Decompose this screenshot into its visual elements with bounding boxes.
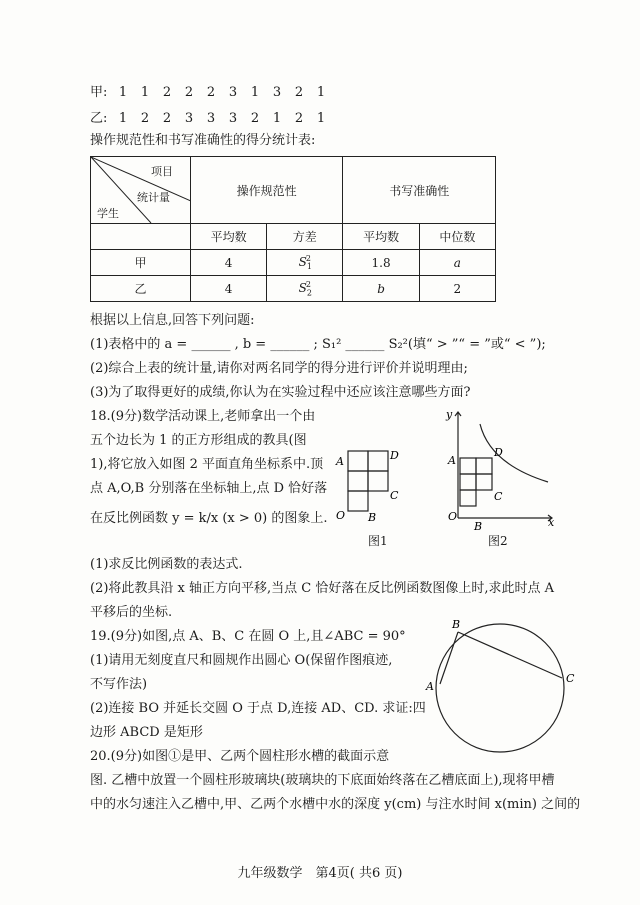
score-cell: 3 [184, 111, 194, 126]
cell-yi-mean1: 4 [190, 276, 266, 302]
score-cell: 1 [250, 85, 260, 100]
score-row-yi [90, 110, 332, 128]
score-cell: 3 [228, 85, 238, 100]
cell-yi-mean2 [343, 276, 419, 302]
q18-line2: 五个边长为 1 的正方形组成的教具(图 [90, 433, 307, 448]
score-cell: 1 [118, 85, 128, 100]
q20-line1: 20.(9分)如图①是甲、乙两个圆柱形水槽的截面示意 [90, 749, 390, 764]
score-cell: 1 [272, 111, 282, 126]
circle-label-B: B [452, 618, 461, 631]
cell-jia-mean2: 1.8 [343, 250, 419, 276]
q19-part1-line1: (1)请用无刻度直尺和圆规作出圆心 O(保留作图痕迹, [90, 653, 393, 668]
fig2-label-O: O [448, 510, 458, 523]
fig1-caption: 图1 [368, 534, 388, 548]
variance-square: 2 [305, 253, 312, 263]
q18-line3: 1),将它放入如图 2 平面直角坐标系中.顶 [90, 457, 324, 472]
page-footer: 九年级数学 第4页( 共6 页) [237, 866, 403, 881]
fig1-label-O: O [336, 509, 346, 522]
q18-part2-line2: 平移后的坐标. [90, 605, 173, 620]
row-label-jia: 甲 [91, 250, 191, 276]
cell-jia-median [419, 250, 495, 276]
sub-header-median: 中位数 [419, 224, 495, 250]
figure-2 [440, 402, 560, 532]
variance-subscript: 2 [306, 288, 312, 298]
fig2-caption: 图2 [488, 534, 508, 548]
stats-table [90, 156, 496, 302]
cell-jia-mean1: 4 [190, 250, 266, 276]
q20-line2: 图. 乙槽中放置一个圆柱形玻璃块(玻璃块的下底面始终落在乙槽底面上),现将甲槽 [90, 773, 555, 788]
score-cell: 1 [118, 111, 128, 126]
q18-line5: 在反比例函数 y = k/x (x > 0) 的图象上. [90, 511, 328, 526]
fig2-label-A: A [448, 454, 456, 467]
median-a: a [453, 255, 461, 270]
circle-label-A: A [426, 680, 434, 693]
table-title: 操作规范性和书写准确性的得分统计表: [90, 133, 316, 148]
sub-header-empty [91, 224, 191, 250]
q17-part1: (1)表格中的 a = ______ , b = ______ ; S₁² ______ S₂²(填“ > ”“ = ”或“ < ”); [90, 337, 546, 352]
col-header-operation: 操作规范性 [190, 157, 342, 224]
variance-subscript: 1 [306, 262, 312, 272]
q18-part1: (1)求反比例函数的表达式. [90, 557, 243, 572]
fig1-label-C: C [390, 489, 399, 502]
sub-header-mean2: 平均数 [343, 224, 419, 250]
fig2-label-B: B [474, 520, 483, 532]
q19-part1-line2: 不写作法) [90, 677, 148, 692]
figure-1 [330, 445, 420, 535]
q19-line1: 19.(9分)如图,点 A、B、C 在圆 O 上,且∠ABC = 90° [90, 629, 406, 644]
cell-yi-median: 2 [419, 276, 495, 302]
q20-line3: 中的水匀速注入乙槽中,甲、乙两个水槽中水的深度 y(cm) 与注水时间 x(min) 之间的 [90, 797, 581, 812]
score-cell: 3 [272, 85, 282, 100]
q18-line4: 点 A,O,B 分别落在坐标轴上,点 D 恰好落 [90, 481, 328, 496]
row-label-yi: 乙 [91, 276, 191, 302]
fig1-label-D: D [390, 449, 399, 462]
variance-square: 2 [305, 279, 312, 289]
fig2-axis-y: y [446, 408, 453, 421]
corner-student-label: 学生 [97, 207, 119, 220]
fig2-axis-x: x [548, 516, 555, 529]
fig2-label-D: D [494, 446, 503, 459]
q19-part2-line1: (2)连接 BO 并延长交圆 O 于点 D,连接 AD、CD. 求证:四 [90, 701, 426, 716]
circle-label-C: C [566, 672, 575, 685]
sub-header-mean1: 平均数 [190, 224, 266, 250]
sub-header-variance: 方差 [267, 224, 343, 250]
score-cell: 2 [162, 111, 172, 126]
corner-item-label: 项目 [151, 165, 173, 178]
score-cell: 1 [316, 85, 326, 100]
score-label-yi: 乙: [90, 111, 108, 126]
cell-jia-variance [267, 250, 343, 276]
variance-symbol: S [298, 280, 307, 295]
score-cell: 1 [140, 85, 150, 100]
score-cell: 2 [162, 85, 172, 100]
q18-part2-line1: (2)将此教具沿 x 轴正方向平移,当点 C 恰好落在反比例函数图像上时,求此时点 A [90, 581, 555, 596]
score-cell: 2 [250, 111, 260, 126]
score-cell: 2 [294, 111, 304, 126]
score-cell: 2 [184, 85, 194, 100]
score-cell: 3 [228, 111, 238, 126]
fig1-label-A: A [336, 455, 344, 468]
score-label-jia: 甲: [90, 85, 108, 100]
score-cell: 2 [140, 111, 150, 126]
fig1-label-B: B [368, 511, 377, 524]
q19-part2-line2: 边形 ABCD 是矩形 [90, 725, 203, 740]
variance-symbol: S [298, 254, 307, 269]
q18-line1: 18.(9分)数学活动课上,老师拿出一个由 [90, 409, 316, 424]
score-cell: 2 [294, 85, 304, 100]
mean-b: b [377, 281, 385, 296]
fig2-label-C: C [494, 490, 503, 503]
q17-intro: 根据以上信息,回答下列问题: [90, 313, 255, 328]
score-cell: 1 [316, 111, 326, 126]
score-cell: 2 [206, 85, 216, 100]
col-header-writing: 书写准确性 [343, 157, 496, 224]
table-corner-cell [91, 157, 191, 224]
cell-yi-variance [267, 276, 343, 302]
figure-circle [416, 612, 576, 762]
q17-part3: (3)为了取得更好的成绩,你认为在实验过程中还应该注意哪些方面? [90, 385, 471, 400]
score-row-jia [90, 84, 332, 102]
score-cell: 3 [206, 111, 216, 126]
q17-part2: (2)综合上表的统计量,请你对两名同学的得分进行评价并说明理由; [90, 361, 468, 376]
corner-stat-label: 统计量 [137, 191, 170, 204]
